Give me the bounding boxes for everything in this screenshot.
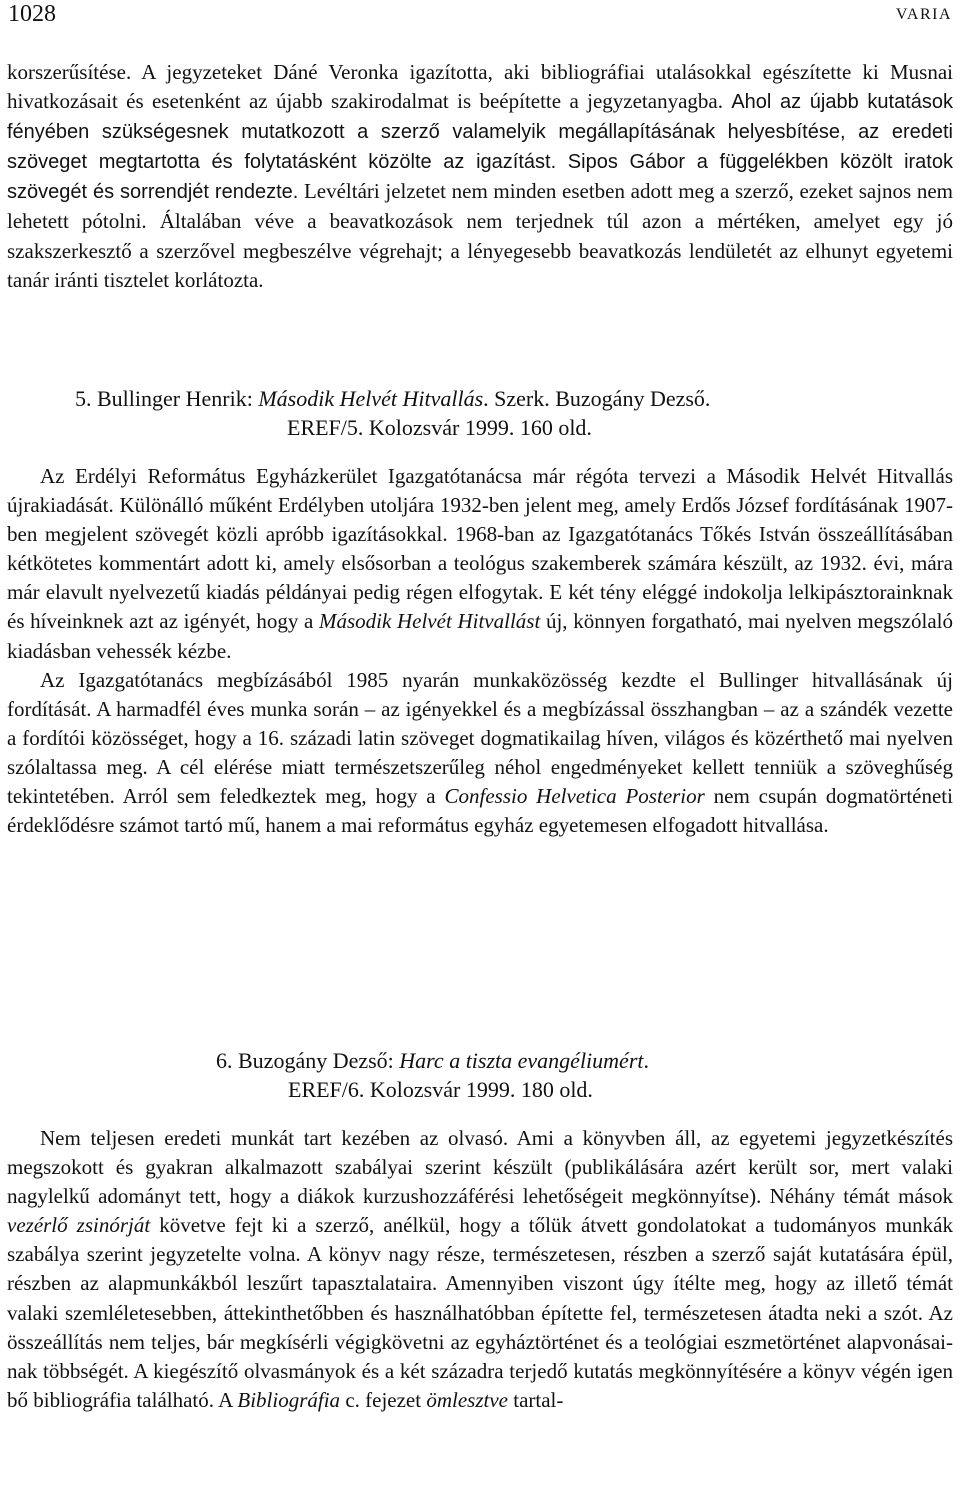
entry-5-p2-italic: Confessio Helvetica Posterior	[444, 784, 705, 809]
entry-5-body	[7, 462, 953, 840]
intro-section	[7, 58, 953, 295]
entry-5-p1-italic: Második Helvét Hitvallást	[319, 609, 541, 634]
entry-6-heading-line-2: EREF/6. Kolozsvár 1999. 180 old.	[288, 1077, 593, 1102]
intro-sentence-1: korszerűsítése. A jegyzeteket Dáné Veronka igazította, aki bibliográfiai utalásokkal egészítette ki Musnai hivatkozásait és esetenként az újabb szakirodalmat is beépítette a jegyzetanyagba.	[7, 60, 953, 114]
entry-5-heading-line-2: EREF/5. Kolozsvár 1999. 160 old.	[287, 415, 592, 440]
entry-6-paragraph-1	[7, 1124, 953, 1415]
entry-6-body	[7, 1124, 953, 1415]
entry-5-p2-text-end: nem csupán dogmatörténeti érdeklődésre számot tartó mű, hanem a mai református egyház egyetemesen elfogadott hitvallása.	[7, 784, 953, 838]
intro-sentence-3: Levéltári jelzetet nem minden esetben adott meg a szerző, ezeket sajnos nem lehetett pótolni.	[7, 179, 954, 234]
entry-5-heading-line-1	[75, 384, 710, 413]
entry-6-p1-italic-3: ömlesztve	[426, 1387, 508, 1412]
intro-paragraph	[7, 58, 953, 295]
entry-6-p1-text: Nem teljesen eredeti munkát tart kezében az olvasó. Ami a könyvben áll, az egyetemi jegyzetkészítés megszokott és gyakran alkalmazott szabályai szerint készült (publikálására azért került sor, mert valaki nagylelkű adományt tett, hogy a diákok kurzushozzáférési lehetőségeit megkönnyítse). Néhány témát mások	[7, 1126, 953, 1209]
entry-6-p1-text-3: c. fejezet	[340, 1387, 427, 1412]
entry-5-heading	[75, 384, 710, 442]
entry-6-author: 6. Buzogány Dezső:	[216, 1048, 400, 1073]
entry-5-editor: . Szerk. Buzogány Dezső.	[483, 386, 711, 411]
entry-6-p1-text-2: követve fejt ki a szerző, anélkül, hogy a tőlük átvett gondolatokat a tudományos munkák szabálya szerint jegyzetelte volna. A könyv nagy része, természetesen, részben a szerző saját kutatására épül, részben az alapmunkákból leszűrt tapasztalataira. Amennyiben viszont úgy ítélte meg, hogy az illető témát valaki szemléletesebben, áttekinthetőbben és használhatóbban építette fel, természetesen átadta neki a szót. Az összeállítás nem teljes, bár megkísérli végigkövetni az egyháztörténet és a teológiai eszmetörténet alapvonásainak többségét. A kiegészítő olvasmányok és a két századra terjedő kutatás megkönnyítésére a könyv végén igen bő bibliográfia található. A	[7, 1213, 953, 1412]
entry-6-p1-italic-1: vezérlő zsinórját	[7, 1213, 151, 1238]
entry-5-paragraph-2	[7, 666, 953, 841]
intro-sentence-4: Általában véve a beavatkozások nem terjednek túl azon a mértéken, amelyet egy jó szakszerkesztő a szerzővel megbeszélve végrehajt; a lényegesebb beavatkozás lendületét az elhunyt egyetemi tanár iránti tisztelet korlátozta.	[7, 209, 953, 292]
entry-5-paragraph-1	[7, 462, 953, 666]
entry-5-title: Második Helvét Hitvallás	[258, 386, 484, 411]
page-number: 1028	[8, 1, 56, 27]
intro-sentence-2: Ahol az újabb kutatások fényében szükségesnek mutatkozott a szerző valamelyik megállapításának helyesbítése, az eredeti szöveget megtartotta és folytatásként közölte az igazítást. Sipos Gábor a függelékben közölt iratok szövegét és sorrendjét rendezte.	[7, 91, 953, 204]
page-header	[8, 0, 952, 30]
entry-6-heading-line-1	[216, 1046, 649, 1075]
entry-5-p2-text: Az Igazgatótanács megbízásából 1985 nyarán munkaközösség kezdte el Bullinger hitvallásának új fordítását. A harmadfél éves munka során – az igényekkel és a megbízással összhangban – az a szándék vezette a fordítói közösséget, hogy a 16. századi latin szöveget dogmatikailag híven, világos és közérthető mai nyelven szólaltassa meg. A cél elérése miatt természetszerűleg néhol engedményeket kellett tenniük a szöveghűség tekintetében. Arról sem feledkeztek meg, hogy a	[7, 667, 953, 809]
entry-6-heading	[216, 1046, 649, 1104]
entry-6-title: Harc a tiszta evangéliumért	[399, 1048, 644, 1073]
entry-5-p1-text-end: új, könnyen forgatható, mai nyelven megszólaló kiadásban vehessék kézbe.	[7, 609, 953, 663]
running-head: VARIA	[895, 6, 952, 23]
entry-6-p1-italic-2: Bibliográfia	[237, 1387, 341, 1412]
entry-6-p1-text-4: tartal-	[508, 1387, 564, 1412]
entry-5-p1-text: Az Erdélyi Református Egyházkerület Igazgatótanácsa már régóta tervezi a Második Helvét Hitvallás újrakiadását. Különálló műként Erdélyben utoljára 1932-ben jelent meg, amely Erdős József fordításának 1907-ben megjelent szövegét közli apróbb igazításokkal. 1968-ban az Igazgatótanács Tőkés István összeállításában kétkötetes kommentárt adott ki, amely elsősorban a teológus szakemberek számára készült, az 1932. évi, mára már elavult nyelvezetű kiadás példányai pedig régen elfogytak. E két tény eléggé indokolja lelkipásztorainknak és híveinknek azt az igényét, hogy a	[7, 464, 953, 634]
entry-6-title-end: .	[643, 1048, 649, 1073]
entry-5-author: 5. Bullinger Henrik:	[75, 386, 259, 411]
